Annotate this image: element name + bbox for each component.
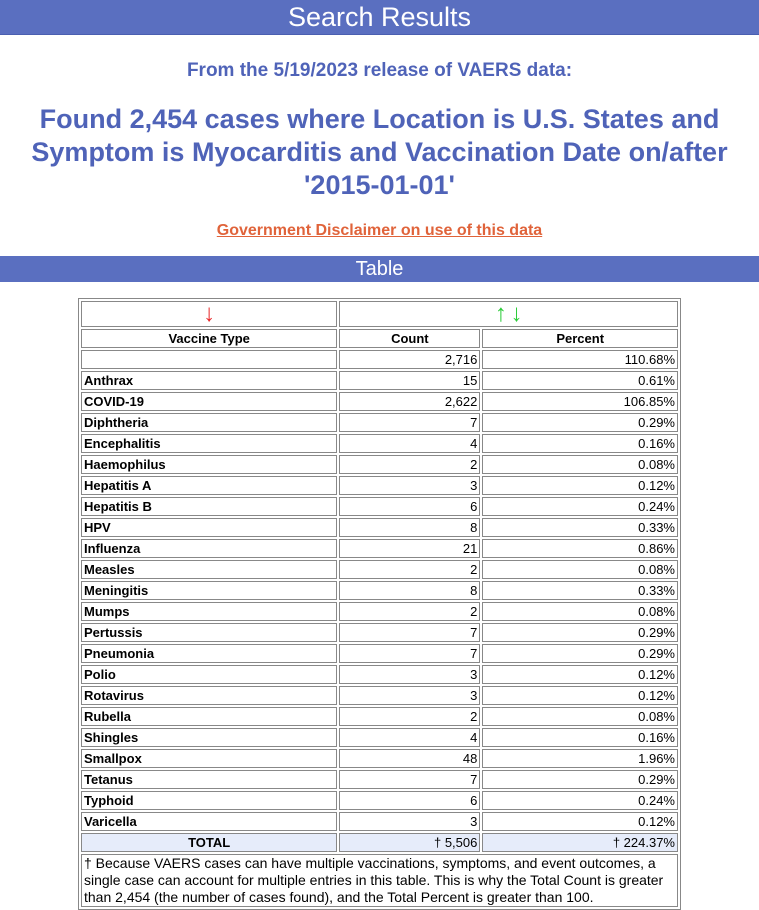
table-row (81, 623, 678, 642)
vaccine-type-cell: Pertussis (81, 623, 337, 642)
table-row (81, 581, 678, 600)
table-row (81, 707, 678, 726)
count-cell: 21 (339, 539, 480, 558)
count-cell: 3 (339, 812, 480, 831)
percent-cell: 0.08% (482, 707, 678, 726)
count-cell: 7 (339, 770, 480, 789)
header-vaccine-type: Vaccine Type (81, 329, 337, 348)
count-cell: 6 (339, 791, 480, 810)
table-row (81, 539, 678, 558)
table-row (81, 350, 678, 369)
vaccine-type-cell: Shingles (81, 728, 337, 747)
percent-cell: 0.33% (482, 518, 678, 537)
vaccine-type-cell: Meningitis (81, 581, 337, 600)
sort-cell-count (339, 301, 678, 327)
count-cell: 15 (339, 371, 480, 390)
percent-cell: 1.96% (482, 749, 678, 768)
percent-cell: 0.29% (482, 413, 678, 432)
percent-cell: 0.08% (482, 455, 678, 474)
table-row (81, 686, 678, 705)
vaccine-type-cell: Anthrax (81, 371, 337, 390)
vaccine-type-cell: Haemophilus (81, 455, 337, 474)
count-cell: 7 (339, 623, 480, 642)
percent-cell: 0.29% (482, 770, 678, 789)
percent-cell: 0.33% (482, 581, 678, 600)
sort-up-arrow-icon[interactable]: ↑ (494, 300, 507, 327)
percent-cell: 106.85% (482, 392, 678, 411)
vaccine-type-cell: Tetanus (81, 770, 337, 789)
sort-arrow-row (81, 301, 678, 327)
count-cell: 3 (339, 665, 480, 684)
footnote-row (81, 854, 678, 907)
results-table-wrapper (78, 298, 681, 910)
vaccine-type-cell: COVID-19 (81, 392, 337, 411)
total-row (81, 833, 678, 852)
total-label: TOTAL (81, 833, 337, 852)
total-percent: † 224.37% (482, 833, 678, 852)
vaccine-type-cell: Mumps (81, 602, 337, 621)
percent-cell: 0.08% (482, 560, 678, 579)
vaccine-type-cell: Influenza (81, 539, 337, 558)
sort-cell-vaccine (81, 301, 337, 327)
count-cell: 7 (339, 644, 480, 663)
count-cell: 4 (339, 434, 480, 453)
vaccine-type-cell: Smallpox (81, 749, 337, 768)
vaccine-type-cell: Rubella (81, 707, 337, 726)
sort-down-arrow-icon[interactable]: ↓ (203, 300, 216, 327)
percent-cell: 0.24% (482, 497, 678, 516)
table-row (81, 665, 678, 684)
percent-cell: 0.12% (482, 686, 678, 705)
release-note: From the 5/19/2023 release of VAERS data: (186, 60, 573, 81)
table-row (81, 434, 678, 453)
banner-title: Search Results (287, 2, 472, 32)
table-row (81, 791, 678, 810)
footnote-text: † Because VAERS cases can have multiple vaccinations, symptoms, and event outcomes, a single case can account for multiple entries in this table. This is why the Total Count is greater than 2,454 (the number of cases found), and the Total Percent is greater than 100. (81, 854, 678, 907)
vaccine-type-cell: Hepatitis A (81, 476, 337, 495)
disclaimer-container (0, 222, 759, 240)
vaccine-type-cell: Encephalitis (81, 434, 337, 453)
percent-cell: 0.29% (482, 644, 678, 663)
section-header-table (0, 256, 759, 282)
count-cell: 3 (339, 686, 480, 705)
table-row (81, 644, 678, 663)
vaccine-type-cell: Polio (81, 665, 337, 684)
page-banner (0, 0, 759, 35)
count-cell: 2 (339, 602, 480, 621)
percent-cell: 0.61% (482, 371, 678, 390)
results-summary: Found 2,454 cases where Location is U.S. States and Symptom is Myocarditis and Vaccination Date on/after '2015-01-01' (31, 104, 728, 200)
count-cell: 2 (339, 707, 480, 726)
table-row (81, 812, 678, 831)
vaccine-type-cell: Typhoid (81, 791, 337, 810)
vaccine-type-cell: HPV (81, 518, 337, 537)
percent-cell: 0.86% (482, 539, 678, 558)
percent-cell: 0.12% (482, 476, 678, 495)
count-cell: 3 (339, 476, 480, 495)
section-title: Table (355, 258, 404, 280)
table-row (81, 497, 678, 516)
table-row (81, 392, 678, 411)
table-row (81, 413, 678, 432)
count-cell: 2 (339, 560, 480, 579)
percent-cell: 0.16% (482, 434, 678, 453)
table-row (81, 602, 678, 621)
total-count: † 5,506 (339, 833, 480, 852)
results-table (78, 298, 681, 910)
vaccine-type-cell (81, 350, 337, 369)
vaccine-type-cell: Diphtheria (81, 413, 337, 432)
vaccine-type-cell: Rotavirus (81, 686, 337, 705)
table-row (81, 560, 678, 579)
count-cell: 2,716 (339, 350, 480, 369)
vaccine-type-cell: Varicella (81, 812, 337, 831)
percent-cell: 110.68% (482, 350, 678, 369)
count-cell: 4 (339, 728, 480, 747)
table-row (81, 476, 678, 495)
table-row (81, 455, 678, 474)
table-row (81, 770, 678, 789)
table-row (81, 749, 678, 768)
percent-cell: 0.29% (482, 623, 678, 642)
count-cell: 48 (339, 749, 480, 768)
vaccine-type-cell: Pneumonia (81, 644, 337, 663)
count-cell: 7 (339, 413, 480, 432)
percent-cell: 0.12% (482, 812, 678, 831)
vaccine-type-cell: Measles (81, 560, 337, 579)
table-row (81, 728, 678, 747)
percent-cell: 0.16% (482, 728, 678, 747)
percent-cell: 0.08% (482, 602, 678, 621)
vaccine-type-cell: Hepatitis B (81, 497, 337, 516)
disclaimer-link[interactable]: Government Disclaimer on use of this data (216, 222, 543, 239)
count-cell: 2,622 (339, 392, 480, 411)
count-cell: 8 (339, 581, 480, 600)
header-percent: Percent (482, 329, 678, 348)
sort-down-arrow-icon[interactable]: ↓ (510, 300, 523, 327)
count-cell: 2 (339, 455, 480, 474)
table-row (81, 371, 678, 390)
count-cell: 8 (339, 518, 480, 537)
table-header-row (81, 329, 678, 348)
table-row (81, 518, 678, 537)
percent-cell: 0.24% (482, 791, 678, 810)
count-cell: 6 (339, 497, 480, 516)
header-count: Count (339, 329, 480, 348)
percent-cell: 0.12% (482, 665, 678, 684)
